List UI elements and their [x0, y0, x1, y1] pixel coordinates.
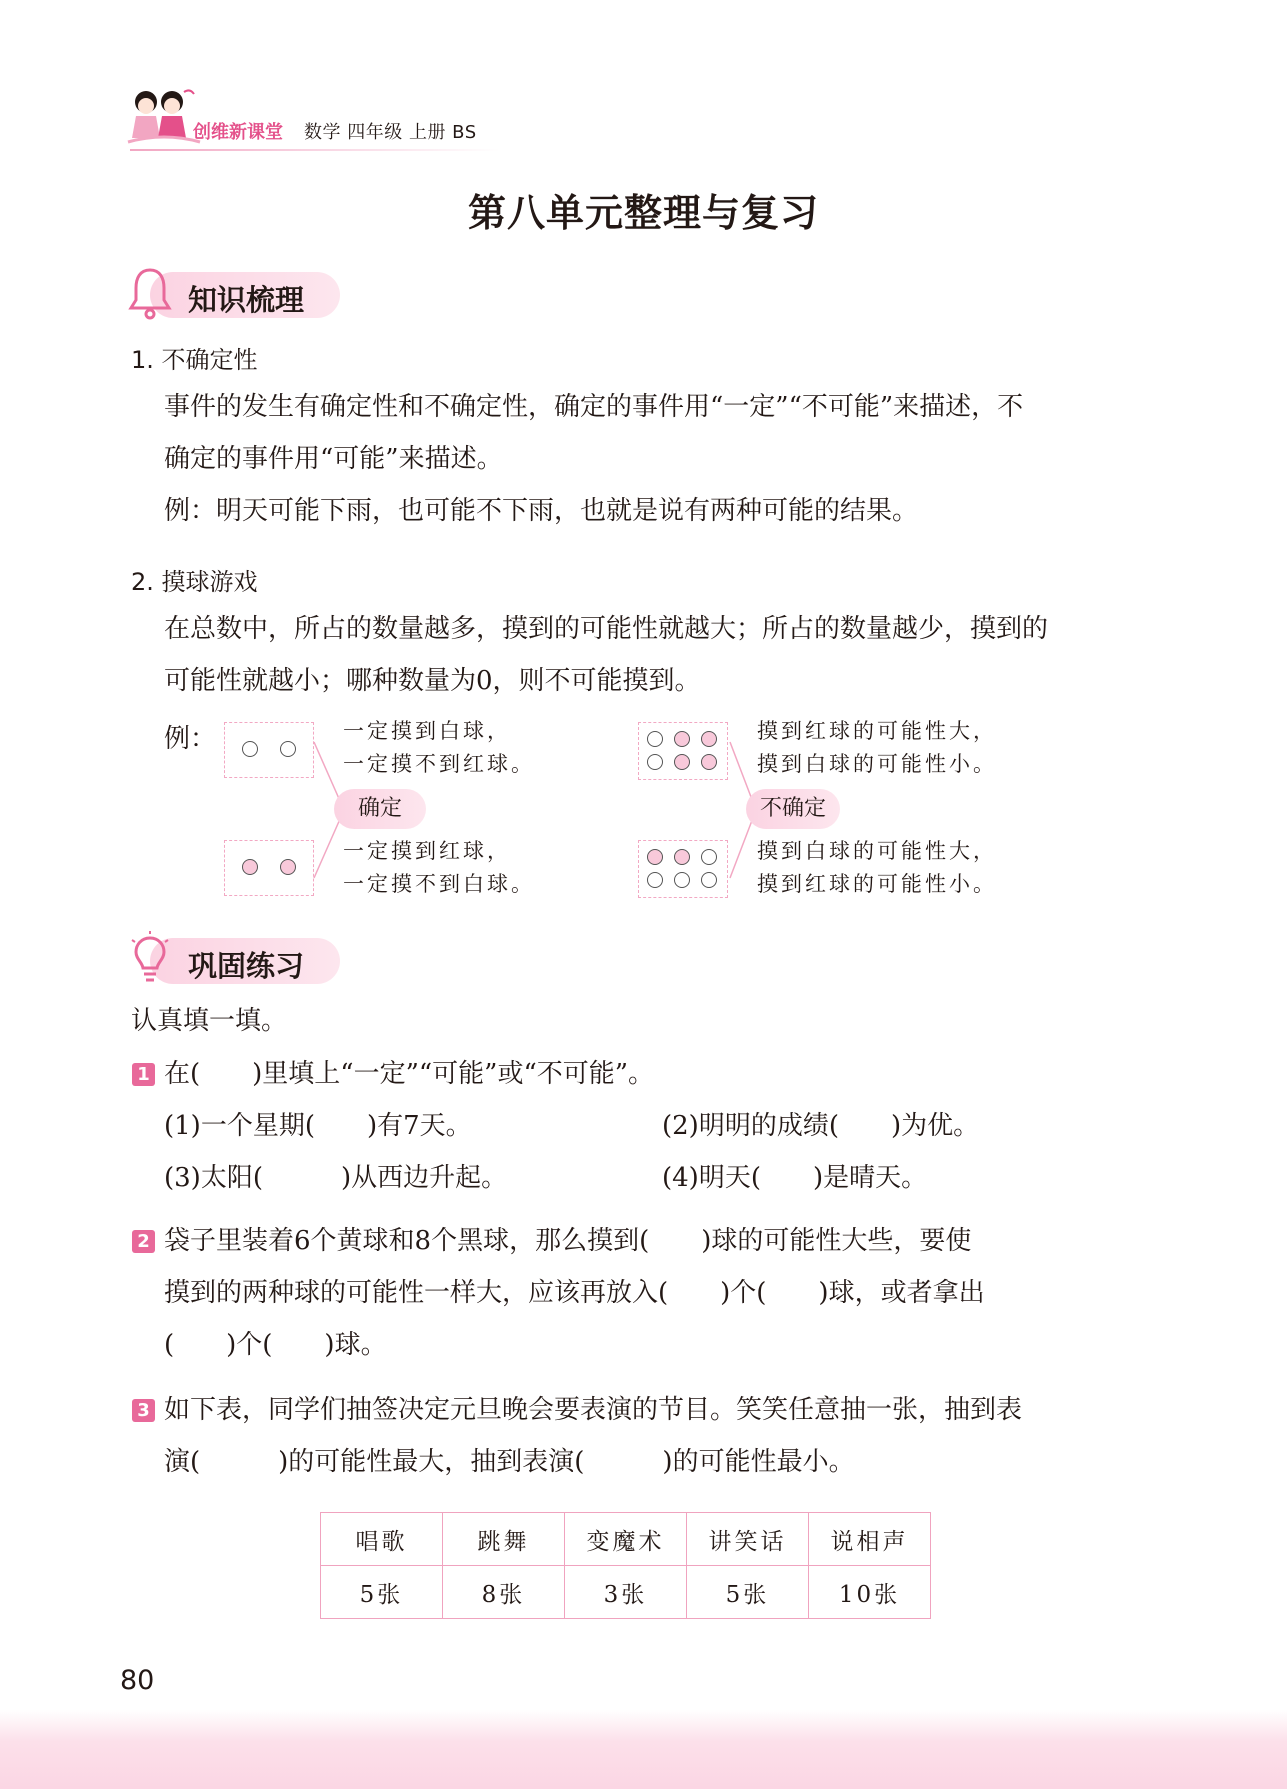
certain-bottom-note: 一定摸到红球， 一定摸不到白球。 — [343, 839, 535, 896]
white-ball — [647, 872, 663, 888]
question-number-1: 1 — [132, 1063, 155, 1086]
example-label: 例： — [164, 724, 217, 754]
item2-heading: 2. 摸球游戏 — [131, 568, 258, 596]
uncertain-bottom-note: 摸到白球的可能性大， 摸到红球的可能性小。 — [757, 839, 997, 896]
box-more-red-balls — [638, 722, 728, 780]
item1-line1: 事件的发生有确定性和不确定性，确定的事件用“一定”“不可能”来描述，不 — [164, 392, 1024, 422]
box-two-red-balls — [224, 840, 314, 896]
table-header-cell: 变魔术 — [565, 1513, 687, 1566]
header-divider — [130, 149, 500, 151]
q2-line2: 摸到的两种球的可能性一样大，应该再放入( )个( )球，或者拿出 — [164, 1278, 985, 1308]
white-ball — [647, 754, 663, 770]
q2-line3: ( )个( )球。 — [164, 1330, 387, 1360]
tag-certain: 确定 — [334, 789, 426, 829]
box-two-white-balls — [224, 722, 314, 778]
item2-line1: 在总数中，所占的数量越多，摸到的可能性就越大；所占的数量越少，摸到的 — [164, 614, 1049, 644]
tag-uncertain: 不确定 — [746, 789, 840, 829]
table-header-cell: 跳舞 — [443, 1513, 565, 1566]
section-title-practice: 巩固练习 — [188, 949, 305, 983]
q2-line1: 袋子里装着6个黄球和8个黑球，那么摸到( )球的可能性大些，要使 — [164, 1226, 972, 1256]
white-ball — [280, 741, 296, 757]
item1-example: 例：明天可能下雨，也可能不下雨，也就是说有两种可能的结果。 — [164, 496, 919, 526]
mascot-children-icon — [124, 86, 204, 150]
table-cell: 5张 — [687, 1566, 809, 1619]
white-ball — [674, 872, 690, 888]
red-ball — [701, 731, 717, 747]
red-ball — [647, 849, 663, 865]
item1-heading: 1. 不确定性 — [131, 346, 258, 374]
brand-name: 创维新课堂 — [193, 122, 283, 143]
table-header-row — [321, 1513, 931, 1566]
uncertain-top-note: 摸到红球的可能性大， 摸到白球的可能性小。 — [757, 719, 997, 776]
q3-line1: 如下表，同学们抽签决定元旦晚会要表演的节目。笑笑任意抽一张，抽到表 — [164, 1395, 1023, 1425]
white-ball — [701, 872, 717, 888]
table-cell: 5张 — [321, 1566, 443, 1619]
lightbulb-icon — [128, 930, 172, 988]
white-ball — [242, 741, 258, 757]
white-ball — [647, 731, 663, 747]
red-ball — [242, 859, 258, 875]
item2-line2: 可能性就越小；哪种数量为0，则不可能摸到。 — [164, 666, 701, 696]
q3-line2: 演( )的可能性最大，抽到表演( )的可能性最小。 — [164, 1447, 855, 1477]
q1-sub3: (3)太阳( )从西边升起。 — [164, 1163, 508, 1193]
table-row — [321, 1566, 931, 1619]
lottery-table — [320, 1512, 931, 1619]
item1-line2: 确定的事件用“可能”来描述。 — [164, 444, 503, 474]
white-ball — [701, 849, 717, 865]
table-cell: 10张 — [809, 1566, 931, 1619]
q1-stem: 在( )里填上“一定”“可能”或“不可能”。 — [164, 1059, 655, 1089]
bell-icon — [128, 266, 172, 320]
red-ball — [674, 849, 690, 865]
red-ball — [280, 859, 296, 875]
q1-sub1: (1)一个星期( )有7天。 — [164, 1111, 472, 1141]
page-number: 80 — [120, 1665, 155, 1696]
red-ball — [674, 754, 690, 770]
page-title: 第八单元整理与复习 — [467, 191, 819, 235]
certain-top-note: 一定摸到白球， 一定摸不到红球。 — [343, 719, 535, 776]
table-cell: 8张 — [443, 1566, 565, 1619]
footer-band — [0, 1710, 1287, 1789]
instruction: 认真填一填。 — [131, 1006, 288, 1036]
section-title-knowledge: 知识梳理 — [188, 283, 305, 317]
red-ball — [674, 731, 690, 747]
q1-sub2: (2)明明的成绩( )为优。 — [662, 1111, 980, 1141]
q1-sub4: (4)明天( )是晴天。 — [662, 1163, 928, 1193]
book-info: 数学 四年级 上册 BS — [304, 122, 477, 143]
table-header-cell: 说相声 — [809, 1513, 931, 1566]
question-number-2: 2 — [132, 1230, 155, 1253]
question-number-3: 3 — [132, 1399, 155, 1422]
table-cell: 3张 — [565, 1566, 687, 1619]
box-more-white-balls — [638, 840, 728, 898]
red-ball — [701, 754, 717, 770]
table-header-cell: 唱歌 — [321, 1513, 443, 1566]
table-header-cell: 讲笑话 — [687, 1513, 809, 1566]
